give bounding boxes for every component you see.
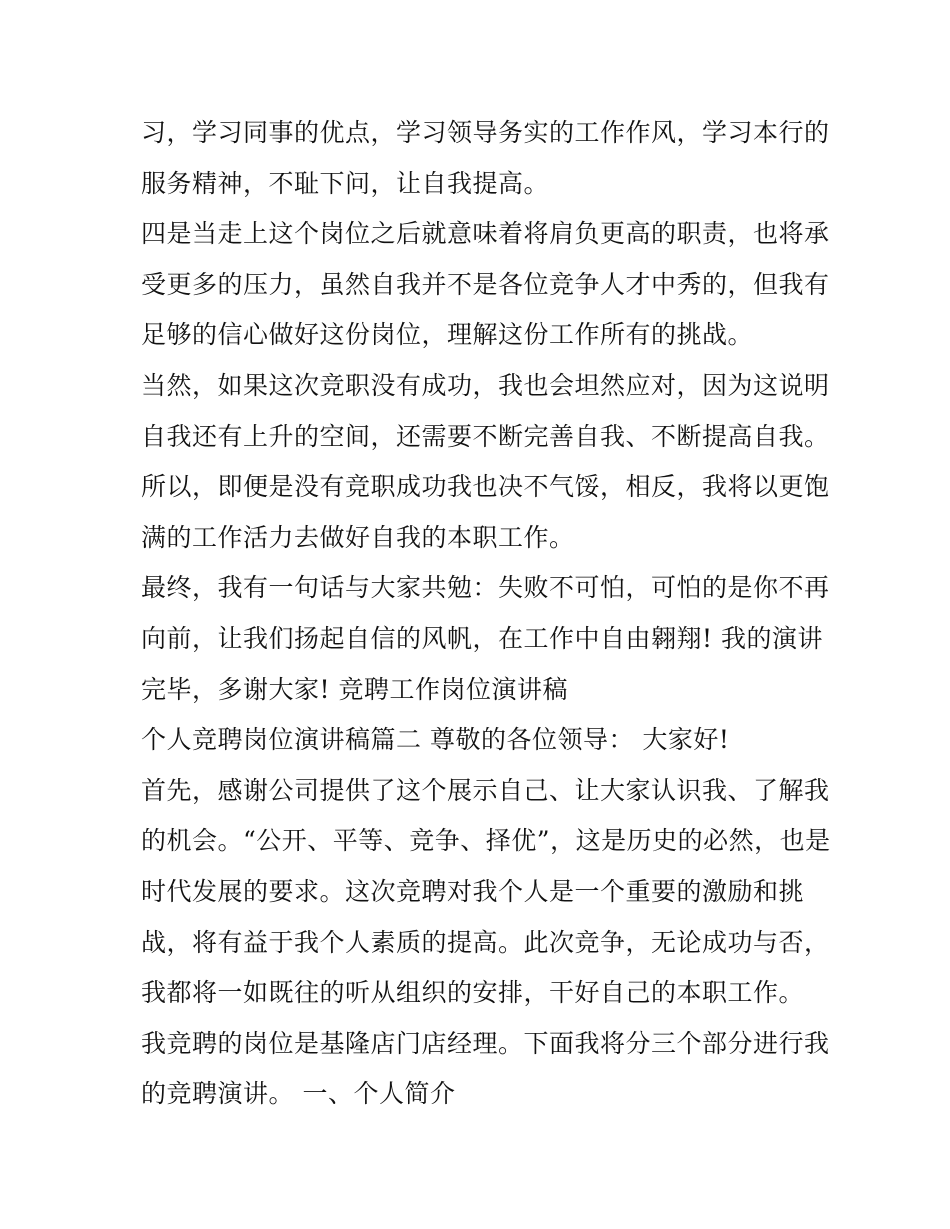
text-line: 向前，让我们扬起自信的风帆，在工作中自由翱翔! 我的演讲 (141, 623, 823, 653)
text-line: 足够的信心做好这份岗位，理解这份工作所有的挑战。 (141, 320, 754, 350)
section-heading-line: 个人竞聘岗位演讲稿篇二 尊敬的各位领导： 大家好! (141, 725, 730, 755)
text-line: 我竞聘的岗位是基隆店门店经理。下面我将分三个部分进行我 (141, 1028, 830, 1058)
text-line: 自我还有上升的空间，还需要不断完善自我、不断提高自我。 (141, 421, 830, 451)
text-line: 习，学习同事的优点，学习领导务实的工作作风，学习本行的 (141, 118, 830, 147)
text-line: 最终，我有一句话与大家共勉：失败不可怕，可怕的是你不再 (141, 573, 830, 603)
text-line: 满的工作活力去做好自我的本职工作。 (141, 522, 575, 552)
text-line: 完毕，多谢大家! 竞聘工作岗位演讲稿 (141, 674, 568, 704)
text-line: 受更多的压力，虽然自我并不是各位竞争人才中秀的，但我有 (141, 269, 830, 299)
text-line: 的机会。“公开、平等、竞争、择优”，这是历史的必然，也是 (141, 826, 831, 856)
document-body (141, 108, 831, 1120)
text-line: 所以，即便是没有竞职成功我也决不气馁，相反，我将以更饱 (141, 472, 830, 502)
text-line: 我都将一如既往的听从组织的安排，干好自己的本职工作。 (141, 978, 805, 1008)
text-line: 四是当走上这个岗位之后就意味着将肩负更高的职责，也将承 (141, 219, 830, 249)
text-line: 战，将有益于我个人素质的提高。此次竞争，无论成功与否， (141, 927, 830, 957)
text-line: 时代发展的要求。这次竞聘对我个人是一个重要的激励和挑 (141, 876, 805, 906)
text-line: 当然，如果这次竞职没有成功，我也会坦然应对，因为这说明 (141, 370, 830, 400)
text-line: 的竞聘演讲。 一、个人简介 (141, 1079, 456, 1109)
text-line: 服务精神，不耻下问，让自我提高。 (141, 168, 550, 198)
text-line: 首先，感谢公司提供了这个展示自己、让大家认识我、了解我 (141, 775, 830, 805)
